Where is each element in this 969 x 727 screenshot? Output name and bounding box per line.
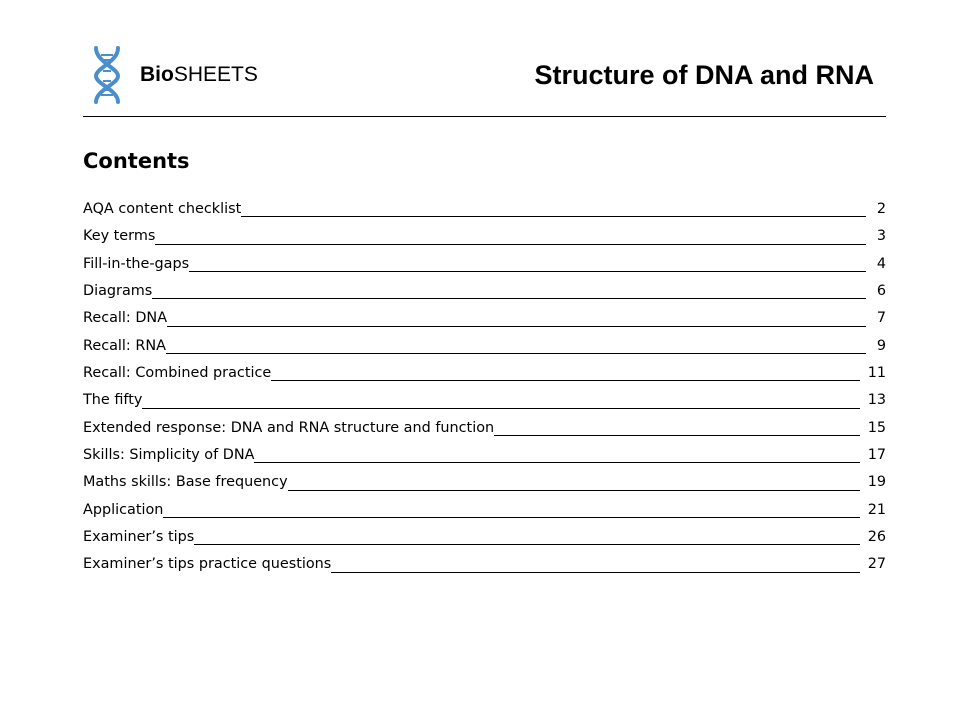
toc-entry-label: Skills: Simplicity of DNA xyxy=(83,447,255,464)
toc-page-number: 3 xyxy=(876,228,886,245)
toc-leader-line xyxy=(194,544,859,545)
toc-page-number: 7 xyxy=(876,310,886,327)
toc-leader-line xyxy=(241,216,866,217)
toc-page-number: 21 xyxy=(867,501,886,518)
toc-leader-line xyxy=(189,271,866,272)
document-title: Structure of DNA and RNA xyxy=(534,60,874,90)
toc-leader-line xyxy=(166,353,866,354)
toc-leader-line xyxy=(163,517,859,518)
toc-entry-label: Key terms xyxy=(83,228,156,245)
toc-page-number: 4 xyxy=(876,255,886,272)
toc-leader-line xyxy=(271,380,859,381)
toc-entry-label: Diagrams xyxy=(83,283,153,300)
toc-page-number: 27 xyxy=(867,556,886,573)
toc-entry-label: Examiner’s tips xyxy=(83,529,195,546)
toc-entry[interactable] xyxy=(83,223,886,250)
toc-entry-label: Application xyxy=(83,501,164,518)
toc-entry-label: Examiner’s tips practice questions xyxy=(83,556,332,573)
toc-entry[interactable] xyxy=(83,551,886,578)
toc-page-number: 2 xyxy=(876,201,886,217)
toc-entry-label: Recall: Combined practice xyxy=(83,365,272,382)
toc-entry[interactable] xyxy=(83,360,886,387)
toc-page-number: 9 xyxy=(876,337,886,354)
toc-entry-label: Recall: RNA xyxy=(83,337,166,354)
toc-leader-line xyxy=(142,408,859,409)
logo-sheets: SHEETS xyxy=(173,63,258,86)
toc-leader-line xyxy=(155,244,866,245)
toc-page-number: 13 xyxy=(867,392,886,409)
toc-entry[interactable] xyxy=(83,251,886,278)
dna-helix-icon xyxy=(92,46,122,104)
toc-entry[interactable] xyxy=(83,497,886,524)
toc-entry[interactable] xyxy=(83,278,886,305)
toc-leader-line xyxy=(494,435,860,436)
toc-entry-label: AQA content checklist xyxy=(83,201,242,217)
toc-entry-label: Maths skills: Base frequency xyxy=(83,474,288,491)
toc-page-number: 19 xyxy=(867,474,886,491)
toc-entry[interactable] xyxy=(83,442,886,469)
toc-page-number: 11 xyxy=(867,365,886,382)
brand-logo-text xyxy=(140,62,258,88)
toc-leader-line xyxy=(167,326,866,327)
toc-entry[interactable] xyxy=(83,305,886,332)
toc-entry[interactable] xyxy=(83,196,886,223)
table-of-contents xyxy=(83,196,886,579)
contents-heading: Contents xyxy=(83,149,190,173)
toc-entry-label: Recall: DNA xyxy=(83,310,168,327)
toc-entry-label: Fill-in-the-gaps xyxy=(83,255,190,272)
toc-leader-line xyxy=(152,298,866,299)
toc-page-number: 15 xyxy=(867,419,886,436)
toc-entry-label: The fifty xyxy=(83,392,143,409)
toc-entry[interactable] xyxy=(83,387,886,414)
toc-page-number: 6 xyxy=(876,283,886,300)
toc-entry-label: Extended response: DNA and RNA structure and function xyxy=(83,419,495,436)
toc-leader-line xyxy=(288,490,860,491)
toc-page-number: 26 xyxy=(867,529,886,546)
toc-entry[interactable] xyxy=(83,415,886,442)
toc-entry[interactable] xyxy=(83,524,886,551)
logo-bio: Bio xyxy=(140,63,174,86)
toc-entry[interactable] xyxy=(83,469,886,496)
page-header xyxy=(83,44,886,117)
toc-page-number: 17 xyxy=(867,447,886,464)
toc-leader-line xyxy=(254,462,859,463)
toc-leader-line xyxy=(331,572,859,573)
toc-entry[interactable] xyxy=(83,333,886,360)
